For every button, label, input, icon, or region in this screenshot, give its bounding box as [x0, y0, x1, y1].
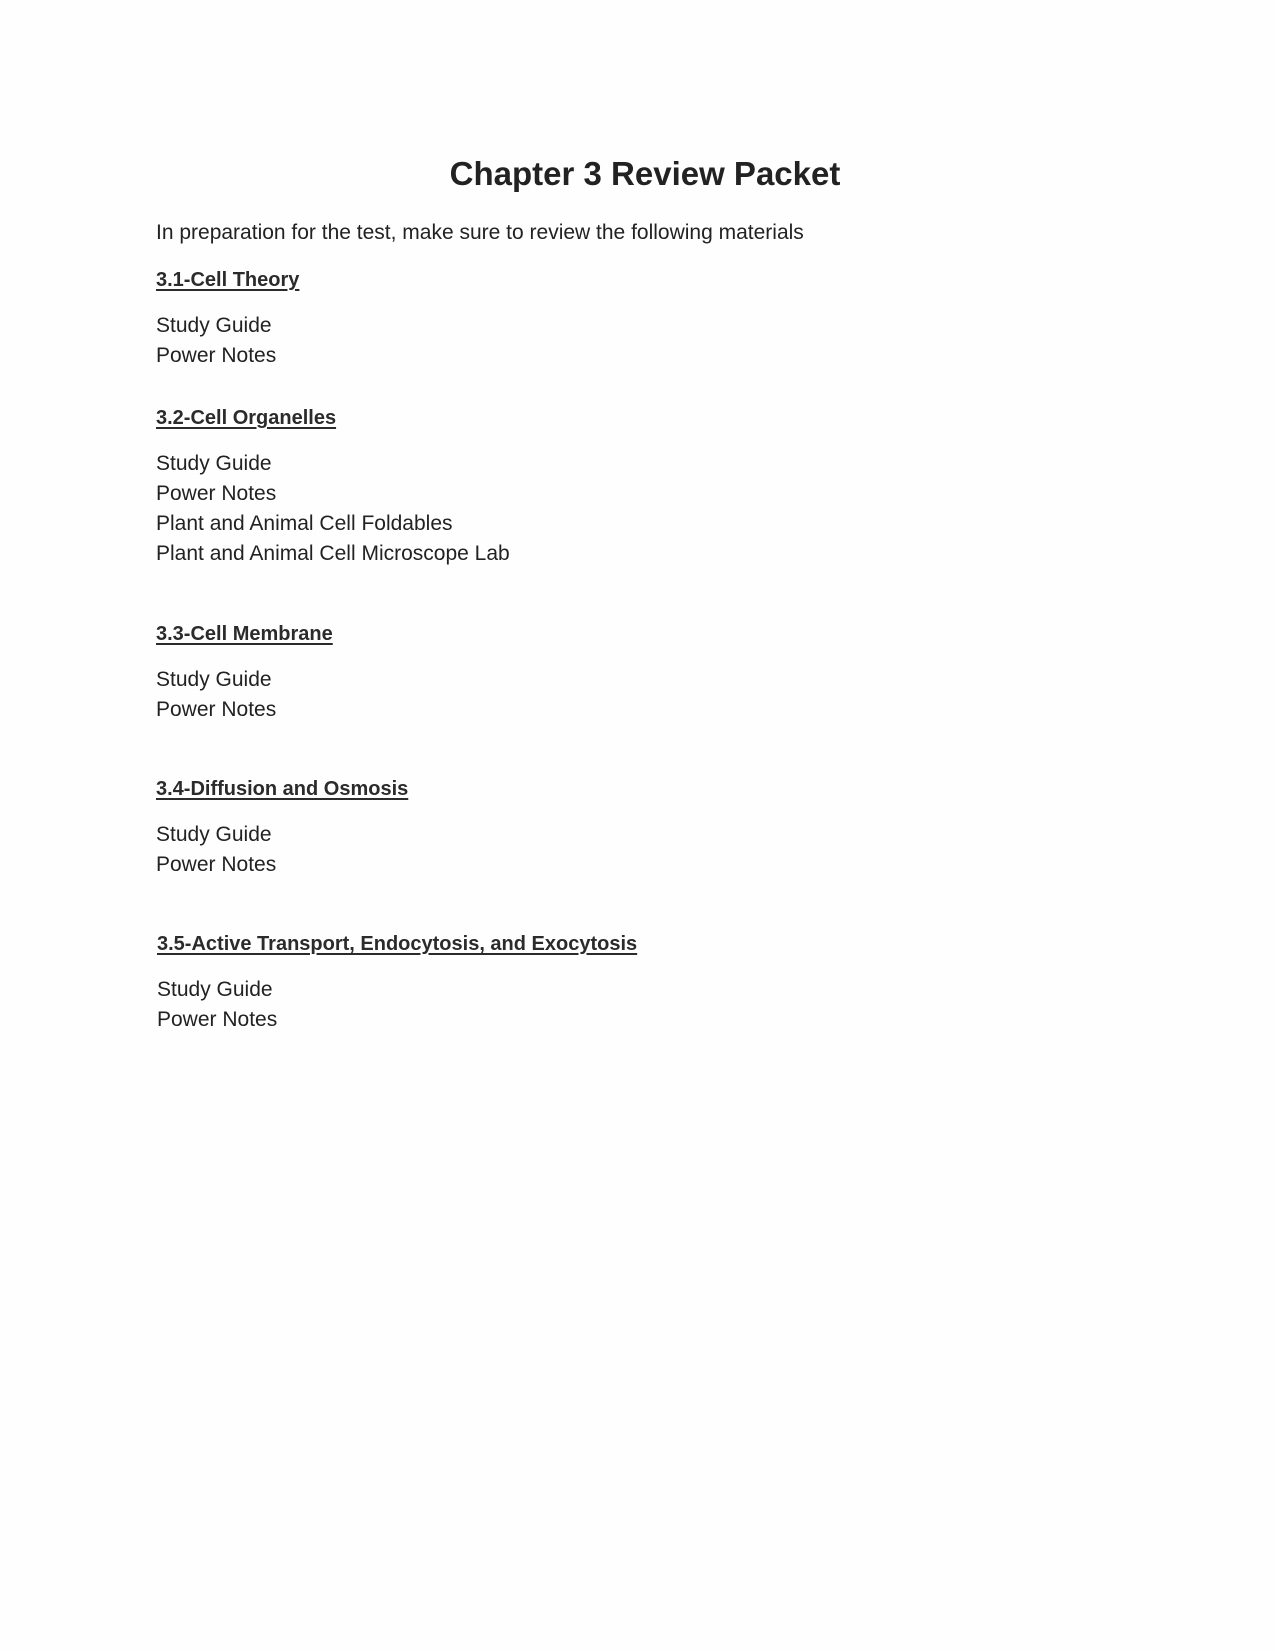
list-item: Power Notes [156, 482, 277, 505]
list-item: Study Guide [156, 452, 272, 475]
page-title: Chapter 3 Review Packet [449, 155, 841, 192]
section-cell-organelles [156, 407, 510, 569]
section-diffusion-osmosis [156, 778, 408, 880]
list-item: Plant and Animal Cell Microscope Lab [156, 542, 510, 565]
list-item: Study Guide [157, 978, 273, 1001]
list-item: Power Notes [156, 853, 277, 876]
intro-text: In preparation for the test, make sure to review the following materials [156, 221, 804, 244]
list-item: Power Notes [157, 1008, 278, 1031]
section-heading: 3.1-Cell Theory [156, 269, 300, 291]
list-item: Study Guide [156, 668, 272, 691]
list-item: Study Guide [156, 314, 272, 337]
section-heading: 3.2-Cell Organelles [156, 407, 337, 429]
section-cell-theory [156, 269, 299, 371]
list-item: Plant and Animal Cell Foldables [156, 512, 453, 535]
section-heading: 3.4-Diffusion and Osmosis [156, 778, 409, 800]
section-heading: 3.3-Cell Membrane [156, 623, 333, 645]
section-heading: 3.5-Active Transport, Endocytosis, and Exocytosis [157, 933, 638, 955]
section-active-transport [157, 933, 637, 1035]
list-item: Power Notes [156, 698, 277, 721]
list-item: Power Notes [156, 344, 277, 367]
section-cell-membrane [156, 623, 333, 725]
list-item: Study Guide [156, 823, 272, 846]
